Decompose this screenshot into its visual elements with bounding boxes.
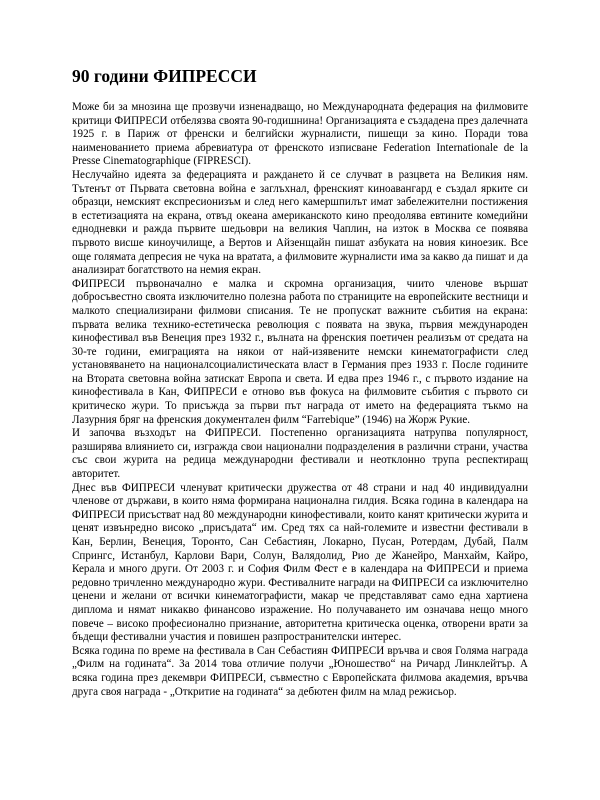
page-title: 90 години ФИПРЕСCИ <box>72 66 257 86</box>
paragraph-founding: Може би за мнозина ще прозвучи изненадващо, но Международната федерация на филмовите критици ФИПРЕСИ отбелязва своята 90-годишнина! Организацията е създадена през далечната 1925 г. в Париж от френски и белгийски журналисти, пишещи за кино. Поради това наименованието приема абревиатура от френското изписване Federation Internationale de la Presse Cinematographique (FIPRESCI). <box>72 101 528 168</box>
paragraph-growth: И започва възходът на ФИПРЕСИ. Постепенно организацията натрупва популярност, разширява влиянието си, изгражда свои национални подразделения в различни страни, участва със свои журита на редица международни фестивали и неотклонно трупа респектиращ авторитет. <box>72 427 528 481</box>
document-page <box>72 66 528 699</box>
paragraph-today: Днес във ФИПРЕСИ членуват критически дружества от 48 страни и над 40 индивидуални членове от държави, в които няма формирана национална гилдия. Всяка година в календара на ФИПРЕСИ присъстват над 80 международни кинофестивали, които канят критически журита и ценят извънредно високо „присъдата“ им. Сред тях са най-големите и известни фестивали в Кан, Берлин, Венеция, Торонто, Сан Себастиян, Локарно, Пусан, Ротердам, Дубай, Палм Спрингс, Истанбул, Карлови Вари, Солун, Валядолид, Рио де Жанейро, Манхайм, Кайро, Керала и много други. От 2003 г. и София Филм Фест е в календара на ФИПРЕСИ и приема редовно тричленно международно жури. Фестивалните награди на ФИПРЕСИ са изключително ценени и желани от всички кинематографисти, макар че представляват само една хартиена диплома и нямат никакво финансово изражение. Но получаването им означава нещо много повече – високо професионално признание, авторитетна критическа оценка, отворени врати за бъдещи фестивални участия и повишен разпространителски интерес. <box>72 481 528 644</box>
paragraph-silent-era: Неслучайно идеята за федерацията и раждането й се случват в разцвета на Великия ням. Тътенът от Първата световна война е заглъхнал, френският киноавангард е създал ярките си образци, немският експресионизъм и след него камершпилът имат забележителни постижения в естетизацията на екрана, отвъд океана американското кино преодолява евтините комедийни еднодневки и ражда първите шедьоври на великия Чаплин, на изток в Москва се появява първото висше киноучилище, а Вертов и Айзенщайн пишат азбуката на новия киноезик. Все още голямата депресия не чука на вратата, а филмовите журналисти има за какво да пишат и да анализират богатството на немия екран. <box>72 168 528 277</box>
paragraph-awards: Всяка година по време на фестивала в Сан Себастиян ФИПРЕСИ връчва и своя Голяма награда „Филм на годината“. За 2014 това отличие получи „Юношество“ на Ричард Линклейтър. А всяка година през декември ФИПРЕСИ, съвместно с Европейската филмова академия, връчва друга своя награда - „Откритие на годината“ за дебютен филм на млад режисьор. <box>72 644 528 698</box>
paragraph-early-history: ФИПРЕСИ първоначално е малка и скромна организация, чиито членове вършат добросъвестно своята изключително полезна работа по страниците на европейските вестници и малкото специализирани филмови списания. Те не пропускат важните събития на екрана: първата велика технико-естетическа революция с появата на звука, първия международен кинофестивал във Венеция през 1932 г., вълната на френския поетичен реализъм от средата на 30-те години, емиграцията на някои от най-изявените немски кинематографисти след установяването на националсоциалистическата власт в Германия през 1933 г. После годините на Втората световна война затискат Европа и света. И едва през 1946 г., с първото издание на кинофестивала в Кан, ФИПРЕСИ е отново във фокуса на филмовите събития с първото си критическо жури. То присъжда за първи път награда от името на федерацията тъкмо на Лазурния бряг на френския документален филм “Farrebique” (1946) на Жорж Рукие. <box>72 277 528 426</box>
